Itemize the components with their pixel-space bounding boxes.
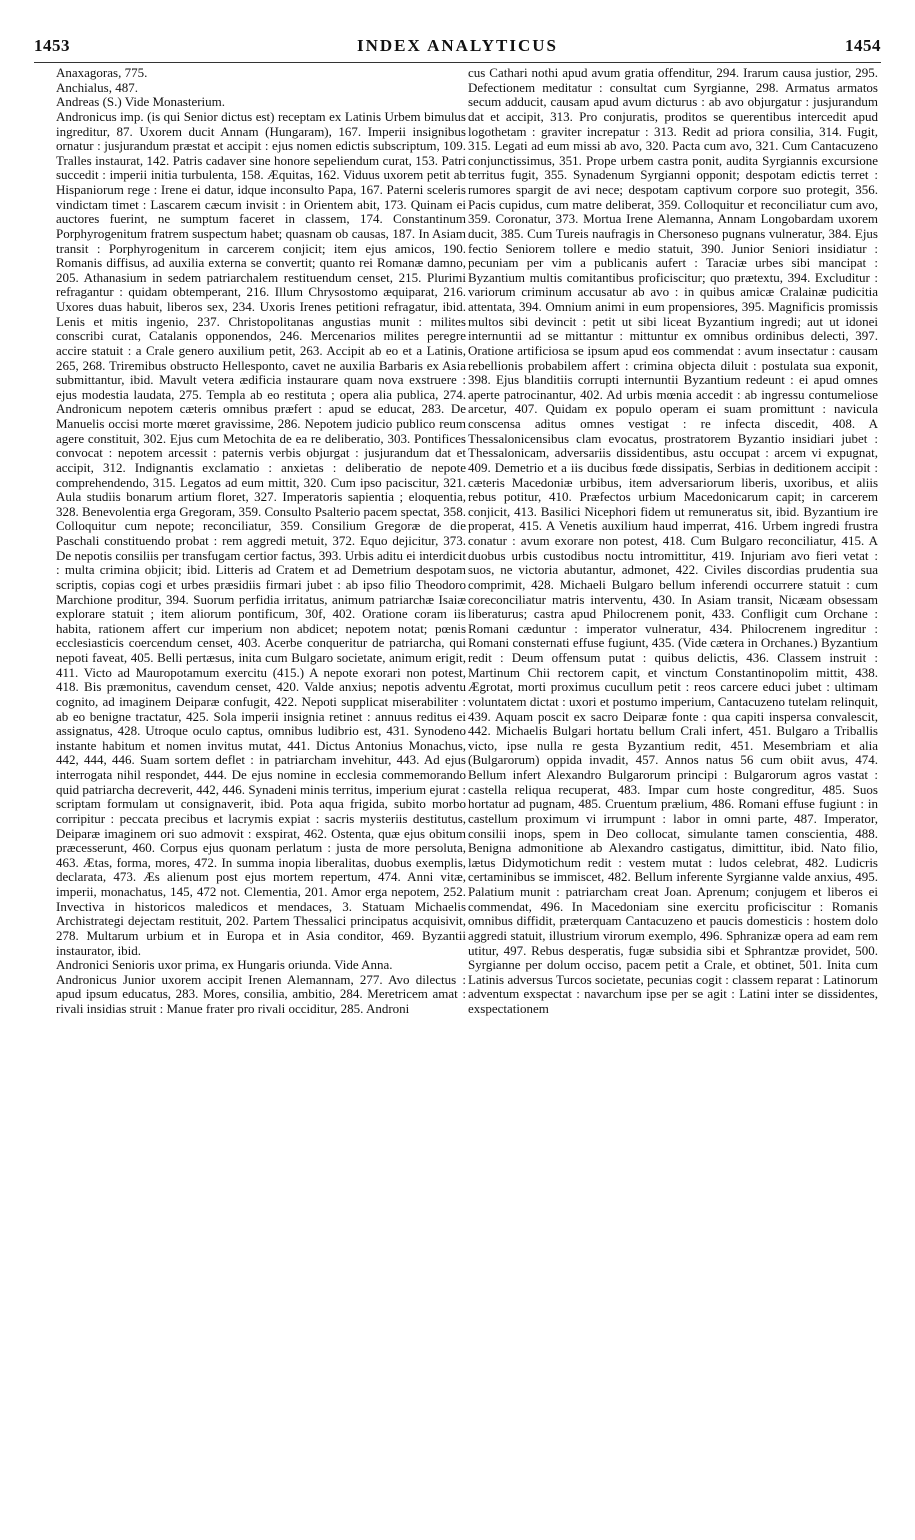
- page-number-left: 1453: [34, 36, 70, 55]
- index-entry-continued: cus Cathari nothi apud avum gratia offenditur, 294. Irarum causa justior, 295. Defectionem meditatur : consultat cum Syrgianne, 298. Armatus armatos secum adducit, causam apud avum dicturus : ab avo objurgatur : jusjurandum dat et accipit, 313. Pro conjuratis, proditos se querentibus intercedit apud logothetam : graviter increpatur : 313. Redit ad priora consilia, 314. Fugit, 315. Legati ad eum missi ab avo, 320. Pacta cum avo, 321. Cum Cantacuzeno conjunctissimus, 351. Prope urbem castra ponit, audita Syrgiannis excursione territus fugit, 355. Synadenum Syrgianni opponit; despotam edictis terret : rumores spargit de avi nece; despotam captivum corpore suo protegit, 356. Pacis cupidus, cum matre deliberat, 359. Colloquitur et reconciliatur cum avo, 359. Coronatur, 373. Mortua Irene Alemanna, Annam Longobardam uxorem ducit, 385. Cum Tureis naufragis in Chersoneso pugnans vulneratur, 384. Ejus fectio Seniorem tollere e medio statuit, 390. Junior Seniori insidiatur : pecuniam per vim a publicanis aufert : Taraciæ urbes sibi mancipat : Byzantium multis comitantibus proficiscitur; quo prætextu, 394. Excluditur : variorum criminum accusatur ab avo : in quibus amicæ Cralainæ pudicitia attentata, 394. Omnium animi in eum propensiores, 395. Magnificis promissis multos sibi devincit : petit ut sibi liceat Byzantium ingredi; aut ut idonei internuntii ad se mittantur : mittuntur ex omnibus ordinibus delecti, 397. Oratione artificiosa se ipsum apud eos commendat : avum insectatur : causam rebellionis probabilem affert : crimina objecta diluit : postulata sua exponit, 398. Ejus blanditiis corrupti internuntii Byzantium redeunt : ei apud omnes aperte patrocinantur, 402. Ad urbis mœnia accedit : ab ingressu contumeliose arcetur, 407. Quidam ex populo operam ei suam promittunt : navicula conscensa aditus omnes vestigat : re infecta discedit, 408. A Thessalonicensibus clam evocatus, prostratorem Byzantio insidiari jubet : Thessalonicam, adversariis dissidentibus, astu occupat : arcem vi expugnat, 409. Demetrio et a iis ducibus fœde dissipatis, Serbias in deditionem accipit : cæteris Macedoniæ urbibus, item adversariorum liberis, uxoribus, et aliis rebus potitur, 410. Præfectos urbium Macedonicarum capit; in carcerem conjicit, 413. Basilici Nicephori fidem ut remuneratus sit, ibid. Byzantium ire properat, 415. A Venetis auxilium haud imperrat, 416. Urbem ingredi frustra conatur : avum exorare non potest, 418. Cum Bulgaro reconciliatur, 415. A duobus urbis custodibus noctu intromittitur, 419. Injuriam avo fieri vetat : suos, ne victoria abutantur, admonet, 422. Civiles discordias prudentia sua comprimit, 428. Michaeli Bulgaro bellum inferendi occurrere statuit : cum coreconciliatur matris interventu, 430. In Asiam transit, Nicæam obsessam liberaturus; castra apud Philocrenem ponit, 433. Confligit cum Orchane : Romani cæduntur : imperator vulneratur, 434. Philocrenem ingreditur : Romani consternati effuse fugiunt, 435. (Vide cætera in Orchanes.) Byzantium redit : Deum offensum putat : quibus delictis, 436. Classem instruit : Martinum Chii rectorem capit, et vinctum Constantinopolim mittit, 438. Ægrotat, morti proximus cucullum petit : reos carcere educi jubet : ultimam voluntatem dictat : uxori et postumo imperium, Cantacuzeno tutelam relinquit, 439. Aquam poscit ex sacro Deiparæ fonte : qua capiti inspersa convalescit, 442. Michaelis Bulgari hortatu bellum Crali infert, 451. Bulgaro a Triballis victo, ipse nulla re gesta Byzantium redit, 451. Mesembriam et alia (Bulgarorum) oppida invadit, 457. Annos natus 56 cum obiit avus, 474. Bellum infert Alexandro Bulgarorum principi : Bulgarorum agros vastat : castella reliqua recuperat, 483. Impar cum hoste congreditur, 485. Suos hortatur ad pugnam, 485. Cruentum prælium, 486. Romani effuse fugiunt : in castellum proximum vi irrumpunt : labor in omni parte, 487. Imperator, consilii inops, spem in Deo collocat, simulante tamen conscientia, 488. Benigna admonitione ab Alexandro castigatus, dimittitur, ibid. Nato filio, lætus Didymotichum redit : vestem mutat : ludos celebrat, 482. Ludicris certaminibus se immiscet, 482. Bellum inferente Syrgianne valde anxius, 495. Palatium munit : patriarcham creat Joan. Aprenum; conjugem et liberos ei commendat, 496. In Macedoniam sine exercitu proficiscitur : Romanis omnibus diffidit, præterquam Cantacuzeno et paucis domesticis : hostem dolo aggredi statuit, illustrium virorum exemplo, 496. Sphranizæ opera ad eam rem utitur, 497. Rebus desperatis, fugæ subsidia sibi et Sphrantzæ providet, 500. Syrgianne per dolum occiso, pacem petit a Crale, et obtinet, 501. Inita cum Latinis adversus Turcos societate, pecunias cogit : classem reparat : Latinorum adventum exspectat : navarchum ipse per se agit : Latini inter se dissidentes, exspectationem: [468, 66, 878, 1016]
- index-entry: Andreas (S.) Vide Monasterium.: [56, 94, 226, 110]
- right-column: [468, 66, 878, 1528]
- index-entry: Andronicus imp. (is qui Senior dictus est) receptam ex Latinis Urbem bimulus ingreditur, 87. Uxorem ducit Annam (Hungaram), 167. Imperii insignibus ornatur : jusjurandum præstat et accipit : ejus nomen edictis subscriptum, 109. Tralles instaurat, 142. Patris cadaver sine honore sepeliendum curat, 153. Patri succedit : imperii initia turbulenta, 158. Æquitas, 162. Viduus uxorem petit ab Hispaniorum rege : Irene ei datur, idque inconsulto Papa, 167. Paterni sceleris vindictam timet : Lascarem cæcum invisit : in Orientem abit, 173. Quinam ei auctores fuerint, ne sumptum faceret in classem, 174. Constantinum Porphyrogenitum fratrem suspectum habet; quasnam ob causas, 187. In Asiam transit : Porphyrogenitum in carcerem conjicit; item ejus amicos, 190. Romanis diffisus, ad auxilia externa se convertit; quanto rei Romanæ damno, 205. Athanasium in sedem patriarchalem restituendum censet, 215. Plurimi refragantur : quidam obtemperant, 216. Illum Chrysostomo æquiparat, 216. Uxores duas habuit, liberos sex, 234. Uxoris Irenes petitioni refragatur, ibid. Lenis et mitis ingenio, 237. Christopolitanas angustias munit : milites conscribi curat, Catalanis opponendos, 246. Mercenarios milites peregre accire statuit : a Crale genero auxilium petit, 263. Accipit ab eo et a Latinis, 265, 268. Triremibus obstructo Hellesponto, cavet ne auxilia Barbaris ex Asia submittantur, ibid. Mavult vetera ædificia instaurare quam nova exstruere : ejus modestia laudata, 275. Templa ab eo restituta ; opera alia publica, 274. Andronicum nepotem cæteris omnibus præfert : apud se educat, 283. De Manuelis occisi morte mœret gravissime, 286. Nepotem judicio publico reum agere constituit, 302. Ejus cum Metochita de ea re deliberatio, 303. Pontifices convocat : nepotem arcessit : paternis verbis objurgat : jusjurandum dat et accipit, 312. Indignantis exclamatio : anxietas : deliberatio de nepote comprehendendo, 315. Legatos ad eum mittit, 320. Cum ipso paciscitur, 321. Aula studiis bonarum artium floret, 327. Imperatoris sapientia ; eloquentia, 328. Benevolentia erga Gregoram, 359. Consulto Psalterio pacem spectat, 358. Colloquitur cum nepote; reconciliatur, 359. Consilium Gregoræ de die Paschali constituendo probat : rem aggredi metuit, 372. Equo dejicitur, 373. De nepotis consiliis per transfugam certior factus, 393. Urbis aditu ei interdicit : multa crimina objicit; ibid. Litteris ad Cratem et ad Demetrium despotam scriptis, copias cogi et urbes præsidiis firmari jubet : ab ipso filio Theodoro Marchione proditur, 394. Suorum perfidia irritatus, animum patriarchæ Isaiæ explorare statuit ; item aliorum pontificum, 30f, 402. Oratione coram iis habita, rationem affert cur imperium non abdicet; nepotem notat; pœnis ecclesiasticis coercendum censet, 403. Acerbe conqueritur de patriarcha, qui nepoti faveat, 405. Belli pertæsus, inita cum Bulgaro societate, animum erigit, 411. Victo ad Mauropotamum exercitu (415.) A nepote exorari non potest, 418. Bis præmonitus, cavendum censet, 420. Valde anxius; nepotis adventu cognito, ad imaginem Deiparæ confugit, 422. Nepoti supplicat miserabiliter : ab eo benigne tractatur, 425. Sola imperii insignia retinet : annuus reditus ei assignatus, 428. Utroque oculo captus, omnibus ludibrio est, 431. Synodeno instante habitum et nomen invitus mutat, 441. Dictus Antonius Monachus, 442, 444, 446. Suam sortem deflet : in patriarcham invehitur, 443. Ad ejus interrogata nihil respondet, 444. De ejus nomine in ecclesia commemorando quid patriarcha decreverit, 442, 446. Synadeni minis territus, imperium ejurat : scriptam formulam ut consignaverit, ibid. Pota aqua frigida, subito morbo corripitur : peccata precibus et lacrymis expiat : sacris mysteriis destitutus, Deiparæ imaginem ori suo admovit : exspirat, 462. Ostenta, quæ ejus obitum præcesserunt, 460. Corpus ejus quonam perlatum : justa de more persoluta, 463. Ætas, forma, mores, 472. In summa inopia liberalitas, duobus exemplis, declarata, 473. Æs alienum post ejus mortem repertum, 474. Anni vitæ, imperii, monachatus, 145, 472 not. Clementia, 201. Amor erga nepotem, 252. Invectiva in historicos maledicos et mendaces, 3. Statuam Michaelis Archistrategi dejectam restituit, 202. Partem Thessalici principatus acquisivit, 278. Multarum urbium et in Europa et in Asia conditor, 469. Byzantii instaurator, ibid.: [56, 108, 466, 958]
- page-number-right: 1454: [845, 36, 881, 55]
- left-column: [56, 66, 466, 1528]
- index-entry: Anaxagoras, 775.: [56, 66, 148, 80]
- header-rule: [34, 62, 881, 63]
- page-header: [34, 36, 881, 58]
- index-entry: Anchialus, 487.: [56, 79, 138, 95]
- index-entry: Andronici Senioris uxor prima, ex Hungaris oriunda. Vide Anna.: [56, 957, 393, 973]
- running-title: INDEX ANALYTICUS: [357, 36, 558, 55]
- index-entry: Andronicus Junior uxorem accipit Irenen Alemannam, 277. Avo dilectus : apud ipsum educatus, 283. Mores, consilia, ambitio, 284. Meretricem amat : rivali insidias struit : Manue frater pro rivali occiditur, 285. Androni: [56, 971, 466, 1016]
